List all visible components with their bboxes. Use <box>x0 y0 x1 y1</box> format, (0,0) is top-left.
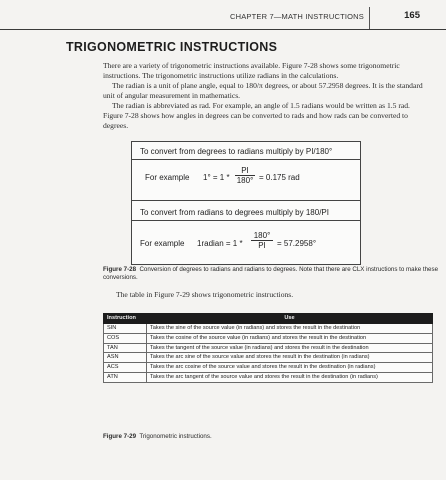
divider <box>132 200 360 201</box>
figure-label: Figure 7-29 <box>103 433 137 440</box>
table-header-row <box>104 314 433 324</box>
table-row <box>104 333 433 343</box>
trig-instruction-table <box>103 313 433 383</box>
instruction-cell: SIN <box>104 324 147 334</box>
use-cell: Takes the sine of the source value (in radians) and stores the result in the destination <box>147 324 433 334</box>
table-row <box>104 353 433 363</box>
example1-denominator: 180° <box>236 176 254 185</box>
paragraph: The radian is abbreviated as rad. For example, an angle of 1.5 radians would be written as 1.5 rad. Figure 7-28 shows how angles in degrees can be converted to rads and how rads can be converted to degrees. <box>103 101 410 130</box>
table-row <box>104 363 433 373</box>
section-title: TRIGONOMETRIC INSTRUCTIONS <box>66 40 278 54</box>
conversion-figure <box>131 141 361 265</box>
example-label: For example <box>145 173 190 182</box>
example2-result: = 57.2958° <box>277 239 317 248</box>
deg-to-rad-heading: To convert from degrees to radians multiply by PI/180° <box>140 147 333 156</box>
table-row <box>104 343 433 353</box>
example1-fraction <box>235 166 255 185</box>
paragraph: The radian is a unit of plane angle, equal to 180/π degrees, or about 57.2958 degrees. It is the standard unit of angular measurement in mathematics. <box>103 81 423 100</box>
paragraph: There are a variety of trigonometric instructions available. Figure 7-28 shows some trigonometric instructions. The trigonometric instructions utilize radians in the calculations. <box>103 61 400 80</box>
example2-left: 1radian = 1 * <box>197 239 243 248</box>
figure-caption-text: Trigonometric instructions. <box>139 433 212 440</box>
figure-7-28-caption <box>103 266 438 282</box>
figure-7-29-caption <box>103 433 433 441</box>
instruction-cell: ACS <box>104 363 147 373</box>
instruction-cell: COS <box>104 333 147 343</box>
example2-denominator: PI <box>258 241 266 250</box>
running-header <box>0 7 446 30</box>
example-label: For example <box>140 239 185 248</box>
example1-result: = 0.175 rad <box>259 173 300 182</box>
chapter-title: CHAPTER 7—MATH INSTRUCTIONS <box>229 12 364 21</box>
rad-to-deg-heading: To convert from radians to degrees multiply by 180/PI <box>140 208 329 217</box>
page-number: 165 <box>404 10 420 21</box>
use-cell: Takes the arc cosine of the source value and stores the result in the destination (in radians) <box>147 363 433 373</box>
divider <box>132 220 360 221</box>
use-cell: Takes the tangent of the source value (in radians) and stores the result in the destination <box>147 343 433 353</box>
use-cell: Takes the arc sine of the source value and stores the result in the destination (in radians) <box>147 353 433 363</box>
figure-label: Figure 7-28 <box>103 266 137 273</box>
body-text <box>103 61 423 131</box>
figure-caption-text: Conversion of degrees to radians and radians to degrees. Note that there are CLX instructions to make these conversions. <box>103 266 439 281</box>
column-header-instruction: Instruction <box>104 314 147 324</box>
example1-numerator: PI <box>235 166 255 176</box>
use-cell: Takes the arc tangent of the source value and stores the result in the destination (in radians) <box>147 372 433 382</box>
example2-numerator: 180° <box>251 231 273 241</box>
column-header-use: Use <box>147 314 433 324</box>
use-cell: Takes the cosine of the source value (in radians) and stores the result in the destination <box>147 333 433 343</box>
divider <box>132 159 360 160</box>
example2-fraction <box>251 231 273 250</box>
table-row <box>104 324 433 334</box>
instruction-cell: ASN <box>104 353 147 363</box>
table-intro: The table in Figure 7-29 shows trigonometric instructions. <box>116 290 294 299</box>
instruction-cell: ATN <box>104 372 147 382</box>
header-divider <box>369 7 370 29</box>
instruction-cell: TAN <box>104 343 147 353</box>
table-row <box>104 372 433 382</box>
example1-left: 1° = 1 * <box>203 173 230 182</box>
